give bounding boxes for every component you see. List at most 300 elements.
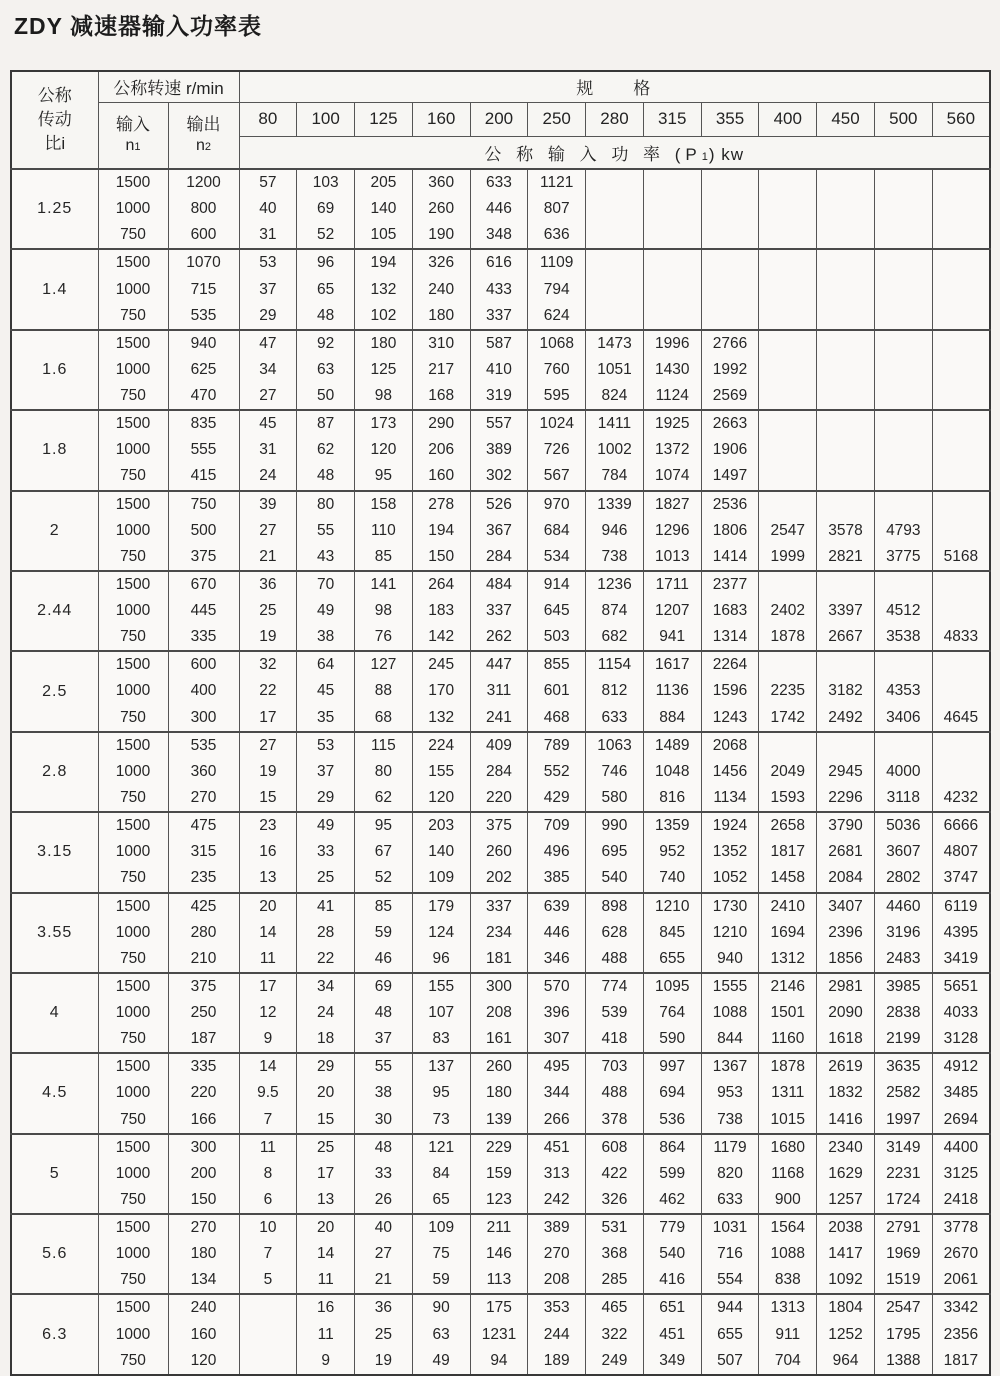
input-speed-value: 1500: [115, 495, 151, 513]
input-speed-value: 1500: [115, 977, 151, 995]
power-80-value: 13: [259, 869, 277, 887]
power-450-value: 2667: [828, 628, 863, 646]
power-280-value: 465: [601, 1299, 628, 1317]
power-250-value: 684: [543, 521, 570, 539]
power-250-value: 503: [543, 628, 570, 646]
power-500: [874, 1134, 932, 1214]
power-400-value: 1999: [770, 547, 806, 565]
power-315-value: 651: [659, 1299, 686, 1317]
power-160-value: 84: [432, 1164, 450, 1182]
power-80: [239, 249, 297, 329]
power-200-value: 94: [490, 1351, 508, 1369]
power-560: [932, 1134, 990, 1214]
input-speed: [98, 330, 168, 410]
output-speed-value: 375: [190, 977, 217, 995]
power-500-value: 4793: [886, 521, 921, 539]
power-450-value: [817, 196, 874, 222]
power-560-value: 2670: [943, 1245, 979, 1263]
power-125-value: 26: [374, 1190, 393, 1208]
input-speed: [98, 1294, 168, 1374]
power-450-value: 1804: [828, 1299, 863, 1317]
power-200-value: 159: [486, 1164, 512, 1182]
power-160-value: 183: [428, 602, 455, 620]
output-speed: [168, 732, 239, 812]
power-450-value: [817, 222, 874, 248]
ratio-group-1.8: [11, 410, 990, 490]
input-speed-value: 1000: [115, 360, 151, 378]
power-125-value: 21: [374, 1271, 393, 1289]
power-200-value: 262: [486, 628, 512, 646]
power-80-value: 31: [259, 226, 277, 244]
power-125-value: 98: [374, 602, 393, 620]
power-560: [932, 1294, 990, 1374]
power-560-value: 4912: [943, 1058, 979, 1076]
power-400-value: [759, 463, 816, 489]
power-250-value: 789: [543, 736, 570, 754]
power-450-value: [817, 492, 874, 518]
power-160-value: 109: [428, 869, 455, 887]
power-315-value: [644, 303, 701, 329]
power-400-value: 1680: [770, 1138, 806, 1156]
power-160-value: 142: [428, 628, 455, 646]
power-100-value: 9: [321, 1351, 330, 1369]
power-450-value: [817, 383, 874, 409]
power-125-value: 46: [374, 949, 393, 967]
power-250-value: 567: [543, 467, 570, 485]
power-160-value: 245: [428, 656, 455, 674]
power-80-value: 11: [259, 949, 276, 967]
power-355-value: 1031: [712, 1219, 748, 1237]
power-200-value: 410: [486, 360, 512, 378]
power-250: [528, 812, 586, 892]
spec-col-200: 200: [470, 102, 528, 136]
power-560: [932, 732, 990, 812]
power-450-value: [817, 652, 874, 678]
power-250-value: 353: [543, 1299, 570, 1317]
power-125-value: 85: [374, 547, 393, 565]
power-280: [586, 249, 644, 329]
ratio-value: 4.5: [11, 1053, 98, 1133]
power-355-value: 2569: [712, 387, 748, 405]
power-355-value: 1906: [712, 441, 748, 459]
power-250-value: 266: [543, 1110, 570, 1128]
power-400-value: 1458: [770, 869, 806, 887]
ratio-group-1.4: [11, 249, 990, 329]
power-250-value: 1068: [539, 334, 574, 352]
power-315-value: 1074: [655, 467, 690, 485]
power-280-value: 1473: [597, 334, 632, 352]
power-355-value: 2536: [712, 495, 748, 513]
power-500: [874, 893, 932, 973]
power-100-value: 17: [317, 1164, 335, 1182]
power-100-value: 41: [317, 897, 335, 915]
power-315-value: 1296: [655, 521, 690, 539]
power-280-value: 774: [601, 977, 628, 995]
power-560-value: [933, 383, 989, 409]
power-400-value: [759, 331, 816, 357]
power-250-value: 270: [543, 1245, 570, 1263]
power-200-value: 211: [486, 1219, 512, 1237]
power-200: [470, 169, 528, 249]
power-500-value: 5036: [886, 817, 921, 835]
power-100-value: 49: [317, 817, 335, 835]
power-200-value: 337: [486, 306, 512, 324]
power-80: [239, 169, 297, 249]
power-280: [586, 330, 644, 410]
power-250-value: 570: [543, 977, 570, 995]
power-280: [586, 732, 644, 812]
power-160-value: 95: [432, 1084, 450, 1102]
input-speed-value: 750: [120, 949, 146, 967]
power-500-value: [875, 170, 932, 196]
output-speed: [168, 973, 239, 1053]
power-100-value: 16: [317, 1299, 335, 1317]
power-100-value: 69: [317, 200, 335, 218]
power-355-value: 1314: [712, 628, 748, 646]
power-450-value: 2619: [828, 1058, 863, 1076]
power-100: [297, 732, 355, 812]
power-500-value: 2838: [886, 1004, 921, 1022]
power-560-value: 4645: [943, 708, 979, 726]
power-80-value: 11: [259, 1138, 276, 1156]
power-450-value: [817, 170, 874, 196]
power-160: [412, 1134, 470, 1214]
power-100-value: 53: [317, 736, 335, 754]
power-280-value: 703: [601, 1058, 628, 1076]
power-80-value: 8: [263, 1164, 273, 1182]
output-speed-value: 600: [190, 226, 217, 244]
power-560: [932, 330, 990, 410]
power-100-value: 55: [317, 521, 335, 539]
header-spec: 规 格: [239, 71, 990, 102]
power-280-value: 488: [601, 1084, 628, 1102]
power-200-value: 241: [486, 708, 512, 726]
power-315-value: 779: [659, 1219, 686, 1237]
power-80-value: 53: [259, 254, 277, 272]
power-560-value: [933, 357, 989, 383]
power-315-value: 1827: [655, 495, 690, 513]
power-100-value: 43: [317, 547, 335, 565]
power-125-value: 27: [374, 1245, 393, 1263]
power-355-value: 2264: [712, 656, 748, 674]
power-450-value: 964: [832, 1351, 859, 1369]
power-355: [701, 1294, 759, 1374]
power-280-value: [586, 170, 643, 196]
power-315-value: 416: [659, 1271, 686, 1289]
output-speed-value: 270: [190, 1219, 217, 1237]
input-speed-value: 1500: [115, 1299, 151, 1317]
power-100: [297, 491, 355, 571]
power-200-value: 234: [486, 923, 512, 941]
power-560: [932, 651, 990, 731]
power-560-value: [933, 518, 989, 544]
input-speed-value: 750: [120, 306, 146, 324]
power-100-value: 15: [317, 1110, 335, 1128]
power-80: [239, 1053, 297, 1133]
input-speed-value: 750: [120, 869, 146, 887]
power-315-value: 1095: [655, 977, 690, 995]
power-125-value: 36: [374, 1299, 393, 1317]
power-200-value: 433: [486, 280, 512, 298]
power-560-value: [933, 463, 989, 489]
power-315-value: 590: [659, 1030, 686, 1048]
power-160: [412, 651, 470, 731]
output-speed-value: 315: [190, 843, 217, 861]
power-400: [759, 732, 817, 812]
power-80: [239, 893, 297, 973]
power-400-value: [759, 572, 816, 598]
power-400-value: 2547: [770, 521, 806, 539]
input-speed-value: 1500: [115, 334, 151, 352]
output-speed-value: 940: [190, 334, 217, 352]
power-160-value: 170: [428, 682, 455, 700]
power-280-value: 1339: [597, 495, 632, 513]
power-200-value: 1231: [481, 1325, 517, 1343]
power-250-value: 496: [543, 843, 570, 861]
power-200-value: 180: [486, 1084, 512, 1102]
power-560-value: 4807: [943, 843, 979, 861]
input-speed: [98, 651, 168, 731]
output-speed-value: 270: [190, 788, 217, 806]
ratio-group-5: [11, 1134, 990, 1214]
power-280: [586, 491, 644, 571]
power-560: [932, 893, 990, 973]
power-400-value: 1564: [770, 1219, 806, 1237]
power-400-value: 1168: [771, 1164, 805, 1182]
power-315: [643, 1134, 701, 1214]
input-speed-value: 1000: [115, 441, 151, 459]
power-560-value: [933, 250, 989, 276]
power-200-value: 181: [486, 949, 512, 967]
power-315: [643, 1214, 701, 1294]
power-280-value: [586, 303, 643, 329]
power-160-value: 132: [428, 708, 455, 726]
output-speed: [168, 812, 239, 892]
power-100: [297, 169, 355, 249]
power-125-value: 80: [374, 762, 393, 780]
power-125-value: 68: [374, 708, 393, 726]
power-250: [528, 893, 586, 973]
power-160: [412, 249, 470, 329]
power-315-value: 884: [659, 708, 686, 726]
power-450-value: 3578: [828, 521, 863, 539]
power-355-value: 1414: [712, 547, 748, 565]
power-450: [817, 1134, 875, 1214]
power-450: [817, 410, 875, 490]
power-80-value: 10: [259, 1219, 277, 1237]
power-80-value: 17: [259, 708, 277, 726]
power-560-value: 5651: [943, 977, 979, 995]
power-355-value: [702, 170, 759, 196]
power-355: [701, 571, 759, 651]
header-input-label: 输入: [116, 114, 150, 134]
power-560: [932, 249, 990, 329]
output-speed-value: 134: [190, 1271, 217, 1289]
power-450-value: 2084: [828, 869, 863, 887]
power-450-value: 1629: [828, 1164, 863, 1182]
power-450: [817, 169, 875, 249]
power-280-value: 824: [601, 387, 628, 405]
input-speed: [98, 1214, 168, 1294]
power-100-value: 63: [317, 360, 335, 378]
power-355: [701, 410, 759, 490]
power-125-value: 132: [370, 280, 397, 298]
power-355-value: [702, 196, 759, 222]
input-speed: [98, 410, 168, 490]
power-250-value: 396: [543, 1004, 570, 1022]
power-500-value: 4512: [886, 602, 921, 620]
input-speed: [98, 249, 168, 329]
input-speed-value: 750: [120, 1271, 146, 1289]
power-250: [528, 169, 586, 249]
power-355-value: 1088: [712, 1004, 748, 1022]
power-315-value: [644, 170, 701, 196]
power-200: [470, 1294, 528, 1374]
power-560-value: 4400: [943, 1138, 979, 1156]
power-80-value: 31: [259, 441, 277, 459]
spec-col-100: 100: [297, 102, 355, 136]
power-250-value: 307: [543, 1030, 570, 1048]
power-355-value: 940: [717, 949, 743, 967]
power-500-value: [875, 492, 932, 518]
power-280: [586, 812, 644, 892]
power-450-value: 2492: [828, 708, 863, 726]
spec-col-315: 315: [643, 102, 701, 136]
power-560-value: 6119: [944, 897, 978, 915]
power-250-value: 1109: [540, 254, 574, 272]
power-500-value: 3149: [886, 1138, 921, 1156]
power-125-value: 76: [374, 628, 393, 646]
input-speed: [98, 571, 168, 651]
input-speed-value: 1000: [115, 1004, 151, 1022]
power-400: [759, 1134, 817, 1214]
input-speed-value: 750: [120, 467, 146, 485]
output-speed: [168, 169, 239, 249]
power-160-value: 124: [428, 923, 455, 941]
power-200: [470, 812, 528, 892]
power-500: [874, 491, 932, 571]
power-80-value: 15: [259, 788, 277, 806]
power-500: [874, 812, 932, 892]
power-315-value: 1207: [655, 602, 690, 620]
power-200-value: 300: [486, 977, 512, 995]
power-80-value: 17: [259, 977, 277, 995]
power-160: [412, 973, 470, 1053]
power-100: [297, 1214, 355, 1294]
power-160-value: 150: [428, 547, 455, 565]
power-400: [759, 330, 817, 410]
power-125: [355, 732, 413, 812]
input-speed-value: 1000: [115, 1325, 151, 1343]
output-speed: [168, 1053, 239, 1133]
power-400-value: 838: [774, 1271, 801, 1289]
output-speed: [168, 571, 239, 651]
power-200-value: 302: [486, 467, 512, 485]
power-250-value: 242: [543, 1190, 570, 1208]
power-500-value: [875, 277, 932, 303]
power-400: [759, 812, 817, 892]
input-speed-value: 750: [120, 547, 146, 565]
power-200-value: 113: [486, 1271, 512, 1289]
power-560-value: 3419: [943, 949, 979, 967]
ratio-value: 5: [11, 1134, 98, 1214]
power-80-value: [240, 1348, 297, 1374]
ratio-value: 2.5: [11, 651, 98, 731]
power-160-value: 290: [428, 415, 455, 433]
power-80-value: 34: [259, 360, 277, 378]
power-200-value: 616: [486, 254, 512, 272]
input-speed-value: 1000: [115, 521, 151, 539]
output-speed: [168, 249, 239, 329]
power-500-value: 4353: [886, 682, 921, 700]
power-450-value: [817, 411, 874, 437]
power-250: [528, 973, 586, 1053]
power-500-value: [875, 250, 932, 276]
ratio-value: 6.3: [11, 1294, 98, 1374]
output-speed-value: 120: [190, 1351, 217, 1369]
power-355-value: 1924: [712, 817, 748, 835]
power-80-value: 24: [259, 467, 277, 485]
power-200: [470, 732, 528, 812]
power-450: [817, 491, 875, 571]
power-400: [759, 1294, 817, 1374]
power-100-value: 37: [317, 762, 335, 780]
power-315: [643, 973, 701, 1053]
input-speed-value: 1500: [115, 415, 151, 433]
power-200: [470, 1134, 528, 1214]
power-560: [932, 169, 990, 249]
power-400-value: [759, 250, 816, 276]
power-250-value: 709: [543, 817, 570, 835]
power-160-value: 96: [432, 949, 450, 967]
power-280-value: 418: [601, 1030, 628, 1048]
power-400: [759, 169, 817, 249]
power-450: [817, 1294, 875, 1374]
power-80-value: 14: [259, 923, 277, 941]
output-speed-value: 600: [190, 656, 217, 674]
power-315-value: 997: [659, 1058, 686, 1076]
power-160-value: 260: [428, 200, 455, 218]
power-500: [874, 249, 932, 329]
input-speed-value: 750: [120, 1190, 146, 1208]
power-250-value: 429: [543, 788, 570, 806]
power-560-value: 4833: [943, 628, 979, 646]
power-500-value: 3406: [886, 708, 921, 726]
power-80-value: 9: [263, 1030, 273, 1048]
power-315-value: 462: [659, 1190, 686, 1208]
power-450-value: 3790: [828, 817, 863, 835]
power-100-value: 20: [317, 1084, 335, 1102]
power-160-value: 240: [428, 280, 455, 298]
power-125: [355, 893, 413, 973]
power-100-value: 22: [317, 949, 335, 967]
power-560-value: [933, 331, 989, 357]
power-250-value: 244: [543, 1325, 570, 1343]
power-80: [239, 1294, 297, 1374]
power-250-value: 495: [543, 1058, 570, 1076]
power-100-value: 20: [317, 1219, 335, 1237]
power-355-value: 820: [717, 1164, 743, 1182]
ratio-group-1.25: [11, 169, 990, 249]
power-560-value: 1817: [943, 1351, 979, 1369]
power-160-value: 194: [428, 521, 455, 539]
power-200-value: 311: [486, 682, 512, 700]
power-560-value: 2694: [943, 1110, 979, 1128]
power-560-value: 3128: [943, 1030, 979, 1048]
power-450: [817, 651, 875, 731]
power-560-value: 2061: [943, 1271, 979, 1289]
power-500-value: [875, 383, 932, 409]
